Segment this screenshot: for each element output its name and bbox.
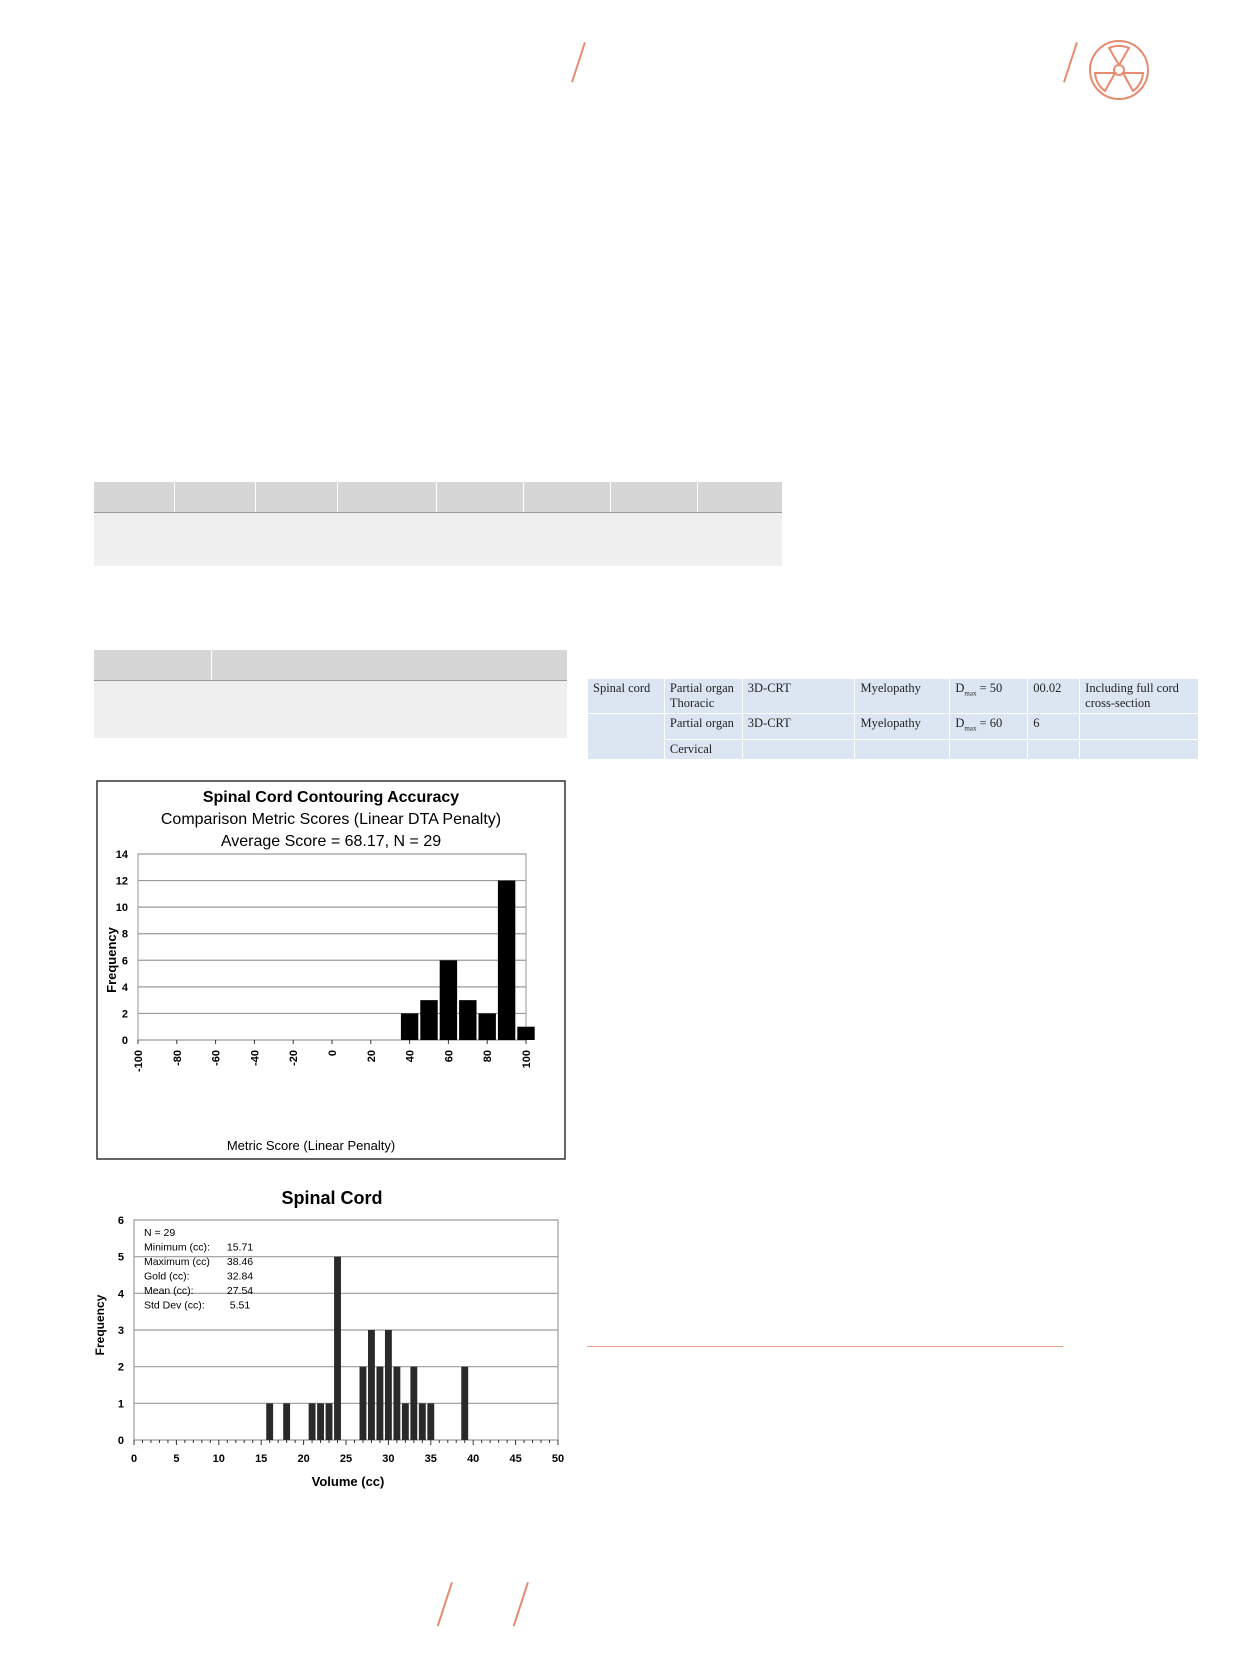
x-tick-label: 20 xyxy=(365,1050,378,1063)
y-axis-label: Frequency xyxy=(104,927,119,993)
y-tick-label: 1 xyxy=(117,1398,124,1411)
y-tick-label: 6 xyxy=(121,955,128,968)
endpoint-cell: Myelopathy xyxy=(855,679,950,714)
stats-value: 38.46 xyxy=(226,1256,254,1268)
histogram-bar xyxy=(402,1403,409,1440)
header-slash-left xyxy=(571,42,586,83)
volume-cell: Partial organ xyxy=(664,714,742,740)
x-tick-label: 50 xyxy=(551,1453,565,1465)
radiation-logo-icon xyxy=(1087,38,1151,102)
y-tick-label: 10 xyxy=(115,902,128,915)
histogram-bar xyxy=(401,1013,418,1040)
table-row xyxy=(588,739,1199,759)
x-tick-label: 40 xyxy=(467,1453,480,1465)
chart-subtitle: Comparison Metric Scores (Linear DTA Penalty) xyxy=(160,811,502,828)
histogram-bar xyxy=(266,1403,273,1440)
rate-cell: 6 xyxy=(1028,714,1080,740)
x-axis-label: Volume (cc) xyxy=(311,1474,385,1489)
histogram-bar xyxy=(461,1367,468,1440)
x-tick-label: 5 xyxy=(173,1453,180,1465)
y-tick-label: 5 xyxy=(117,1251,124,1264)
organ-cell: Spinal cord xyxy=(588,679,665,714)
histogram-bar xyxy=(479,1013,496,1040)
histogram-bar xyxy=(309,1403,316,1440)
x-tick-label: 40 xyxy=(404,1050,417,1063)
rate-cell xyxy=(1028,739,1080,759)
histogram-bar xyxy=(283,1403,290,1440)
x-tick-label: 45 xyxy=(509,1453,522,1465)
stats-label: Mean (cc): xyxy=(144,1285,194,1297)
histogram-bar xyxy=(334,1257,341,1440)
y-tick-label: 12 xyxy=(115,875,128,888)
y-tick-label: 4 xyxy=(121,981,128,994)
x-tick-label: 0 xyxy=(130,1453,138,1465)
x-tick-label: 15 xyxy=(255,1453,268,1465)
stats-label: Maximum (cc) xyxy=(144,1256,210,1268)
footer-slash-left xyxy=(437,1582,453,1626)
x-tick-label: -80 xyxy=(171,1050,184,1066)
notes-cell: Including full cord cross-section xyxy=(1080,679,1199,714)
notes-cell xyxy=(1080,714,1199,740)
x-tick-label: 25 xyxy=(339,1453,353,1465)
y-tick-label: 6 xyxy=(117,1215,124,1227)
x-tick-label: -40 xyxy=(249,1050,262,1066)
rate-cell: 00.02 xyxy=(1028,679,1080,714)
gray-table-1 xyxy=(94,482,782,566)
x-tick-label: -20 xyxy=(288,1050,301,1066)
section-divider xyxy=(587,1346,1063,1347)
histogram-bar xyxy=(517,1027,534,1040)
histogram-bar xyxy=(427,1403,434,1440)
x-tick-label: 10 xyxy=(212,1453,225,1465)
stats-label: N = 29 xyxy=(144,1227,176,1239)
chart-title: Spinal Cord xyxy=(281,1188,383,1208)
endpoint-cell: Myelopathy xyxy=(855,714,950,740)
stats-value: 5.51 xyxy=(229,1299,251,1312)
x-tick-label: 60 xyxy=(443,1050,456,1063)
technique-cell: 3D-CRT xyxy=(742,714,855,740)
histogram-bar xyxy=(419,1403,426,1440)
histogram-bar xyxy=(410,1367,417,1440)
histogram-bar xyxy=(385,1330,392,1440)
x-tick-label: -60 xyxy=(210,1050,223,1066)
notes-cell xyxy=(1080,739,1199,759)
histogram-bar xyxy=(459,1000,476,1040)
table-row xyxy=(588,679,1199,714)
header-slash-right xyxy=(1063,42,1078,83)
y-tick-label: 2 xyxy=(117,1361,124,1374)
chart-subtitle-2: Average Score = 68.17, N = 29 xyxy=(220,833,442,850)
footer-slash-right xyxy=(513,1582,529,1626)
contouring-accuracy-chart xyxy=(96,780,566,1160)
dose-constraint-table xyxy=(587,678,1199,760)
y-tick-label: 14 xyxy=(115,849,128,861)
histogram-bar xyxy=(360,1367,367,1440)
histogram-bar xyxy=(498,881,515,1040)
stats-value: 32.84 xyxy=(226,1270,254,1283)
x-tick-label: 35 xyxy=(424,1453,437,1465)
volume-cell: Cervical xyxy=(664,739,742,759)
stats-label: Gold (cc): xyxy=(144,1270,190,1283)
organ-cell xyxy=(588,714,665,760)
technique-cell xyxy=(742,739,855,759)
histogram-bar xyxy=(376,1367,383,1440)
x-tick-label: 100 xyxy=(521,1050,533,1069)
histogram-bar xyxy=(420,1000,437,1040)
histogram-bar xyxy=(317,1403,324,1440)
x-tick-label: -100 xyxy=(133,1050,145,1073)
spinal-cord-volume-chart xyxy=(90,1180,570,1495)
technique-cell: 3D-CRT xyxy=(742,679,855,714)
gray-table-1-header xyxy=(94,482,782,513)
dose-cell: $D_{max} = 50$ xyxy=(950,679,1028,714)
x-tick-label: 20 xyxy=(297,1453,310,1465)
y-tick-label: 0 xyxy=(117,1435,124,1447)
stats-label: Minimum (cc): xyxy=(144,1241,210,1254)
y-tick-label: 8 xyxy=(121,928,128,941)
stats-label: Std Dev (cc): xyxy=(144,1299,205,1312)
y-axis-label: Frequency xyxy=(93,1294,107,1356)
table-row xyxy=(588,714,1199,740)
y-tick-label: 4 xyxy=(117,1288,124,1301)
x-tick-label: 80 xyxy=(482,1050,495,1063)
endpoint-cell xyxy=(855,739,950,759)
stats-value: 15.71 xyxy=(226,1241,254,1254)
dose-cell xyxy=(950,739,1028,759)
histogram-bar xyxy=(326,1403,333,1440)
histogram-bar xyxy=(368,1330,375,1440)
dose-cell: $D_{max} = 60$ xyxy=(950,714,1028,740)
x-axis-label: Metric Score (Linear Penalty) xyxy=(226,1138,396,1153)
gray-table-2 xyxy=(94,650,567,738)
gray-table-2-header xyxy=(94,650,567,681)
histogram-bar xyxy=(393,1367,400,1440)
stats-value: 27.54 xyxy=(226,1285,254,1297)
volume-cell: Partial organ Thoracic xyxy=(664,679,742,714)
chart-title: Spinal Cord Contouring Accuracy xyxy=(202,789,460,806)
y-tick-label: 0 xyxy=(121,1035,128,1047)
x-tick-label: 0 xyxy=(327,1050,339,1057)
y-tick-label: 2 xyxy=(121,1008,128,1021)
histogram-bar xyxy=(440,960,457,1040)
y-tick-label: 3 xyxy=(117,1325,124,1337)
x-tick-label: 30 xyxy=(382,1453,395,1465)
